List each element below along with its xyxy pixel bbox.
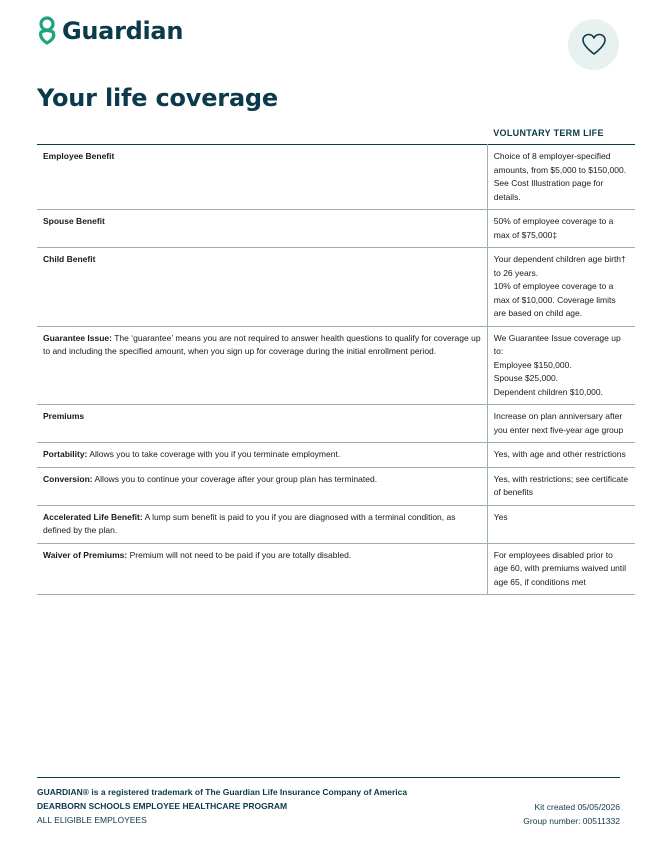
row-description: The ‘guarantee’ means you are not required to answer health questions to qualify for coverage up to and including the specified amount, when you sign up for coverage during the initial enrollment period. xyxy=(43,332,481,356)
row-description: Premium will not need to be paid if you are totally disabled. xyxy=(129,549,352,560)
footer-trademark: GUARDIAN® is a registered trademark of The Guardian Life Insurance Company of America xyxy=(37,787,408,797)
coverage-table xyxy=(37,126,635,595)
heart-badge xyxy=(568,19,619,70)
row-label-cell xyxy=(37,326,487,405)
table-row xyxy=(37,210,635,248)
row-label: Waiver of Premiums: xyxy=(43,549,128,560)
footer-audience: ALL ELIGIBLE EMPLOYEES xyxy=(37,815,147,825)
row-value: Your dependent children age birth† to 26 years. 10% of employee coverage to a max of $10,000. Coverage limits are based on child age. xyxy=(493,254,626,318)
row-label-cell xyxy=(37,505,487,543)
row-description: Allows you to take coverage with you if you terminate employment. xyxy=(89,449,341,459)
row-label: Child Benefit xyxy=(43,254,96,264)
group-number: Group number: 00511332 xyxy=(523,816,620,826)
row-label: Employee Benefit xyxy=(43,151,115,161)
row-value: Yes, with restrictions; see certificate of benefits xyxy=(493,473,629,497)
kit-created: Kit created 05/05/2026 xyxy=(534,802,620,812)
row-label-cell xyxy=(37,248,487,327)
table-row xyxy=(37,543,635,595)
brand-name: Guardian xyxy=(62,17,184,45)
row-label: Accelerated Life Benefit: xyxy=(43,511,143,522)
guardian-logo xyxy=(36,16,183,46)
row-value: 50% of employee coverage to a max of $75,000‡ xyxy=(493,216,614,240)
column-header: VOLUNTARY TERM LIFE xyxy=(493,128,604,138)
row-label: Premiums xyxy=(43,411,85,421)
row-label-cell xyxy=(37,543,487,595)
table-row xyxy=(37,405,635,443)
row-label: Spouse Benefit xyxy=(43,216,105,226)
row-label-cell xyxy=(37,210,487,248)
row-value: Yes, with age and other restrictions xyxy=(493,449,626,459)
table-row xyxy=(37,443,635,468)
row-value: Increase on plan anniversary after you enter next five-year age group xyxy=(493,411,624,435)
heart-icon xyxy=(581,33,607,57)
row-label-cell xyxy=(37,443,487,468)
footer-program: DEARBORN SCHOOLS EMPLOYEE HEALTHCARE PROGRAM xyxy=(37,801,288,811)
table-row xyxy=(37,326,635,405)
row-description: A lump sum benefit is paid to you if you are diagnosed with a terminal condition, as defined by the plan. xyxy=(43,511,456,535)
table-header-spacer xyxy=(37,126,487,145)
row-label-cell xyxy=(37,467,487,505)
row-label: Guarantee Issue: xyxy=(43,332,112,343)
page-title: Your life coverage xyxy=(37,84,278,112)
page-footer xyxy=(37,777,620,827)
table-row xyxy=(37,248,635,327)
footer-kit-info xyxy=(523,800,620,828)
row-label-cell xyxy=(37,405,487,443)
table-header-row xyxy=(37,126,635,145)
row-value: Yes xyxy=(493,511,508,522)
table-row xyxy=(37,467,635,505)
table-row xyxy=(37,145,635,210)
row-label: Portability: xyxy=(43,449,88,459)
row-description: Allows you to continue your coverage after your group plan has terminated. xyxy=(94,473,378,484)
row-value: For employees disabled prior to age 60, with premiums waived until age 65, if conditions met xyxy=(493,549,627,587)
row-value: We Guarantee Issue coverage up to: Employee $150,000. Spouse $25,000. Dependent children $10,000. xyxy=(493,332,621,397)
guardian-logo-mark-icon xyxy=(36,16,58,46)
table-row xyxy=(37,505,635,543)
row-label-cell xyxy=(37,145,487,210)
row-value: Choice of 8 employer-specified amounts, from $5,000 to $150,000. See Cost Illustration page for details. xyxy=(493,151,627,202)
row-label: Conversion: xyxy=(43,473,93,484)
